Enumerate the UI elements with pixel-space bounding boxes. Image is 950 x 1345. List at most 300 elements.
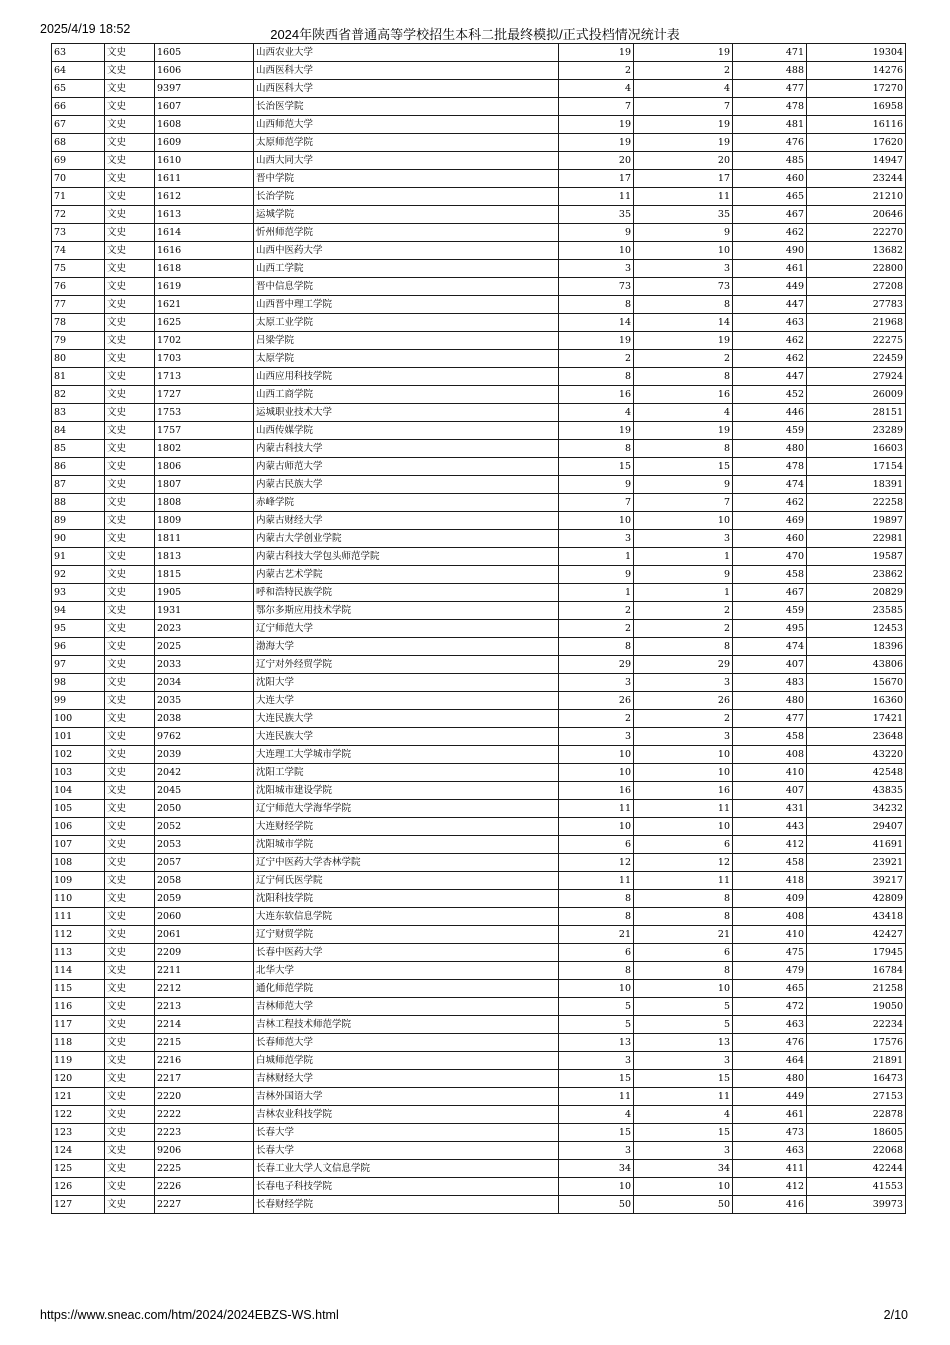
plan-count-cell: 4 <box>559 404 634 422</box>
min-score-cell: 463 <box>733 314 807 332</box>
school-name-cell: 大连民族大学 <box>254 728 559 746</box>
table-row <box>52 440 906 458</box>
row-index-cell: 118 <box>52 1034 105 1052</box>
school-name-cell: 山西师范大学 <box>254 116 559 134</box>
admitted-count-cell: 11 <box>634 1088 733 1106</box>
min-score-cell: 480 <box>733 692 807 710</box>
row-index-cell: 86 <box>52 458 105 476</box>
min-score-cell: 447 <box>733 296 807 314</box>
row-index-cell: 117 <box>52 1016 105 1034</box>
school-name-cell: 通化师范学院 <box>254 980 559 998</box>
school-code-cell: 2222 <box>155 1106 254 1124</box>
row-index-cell: 100 <box>52 710 105 728</box>
table-row <box>52 332 906 350</box>
min-score-cell: 480 <box>733 440 807 458</box>
school-name-cell: 赤峰学院 <box>254 494 559 512</box>
school-code-cell: 1703 <box>155 350 254 368</box>
category-cell: 文史 <box>105 1178 155 1196</box>
admitted-count-cell: 34 <box>634 1160 733 1178</box>
category-cell: 文史 <box>105 782 155 800</box>
table-row <box>52 782 906 800</box>
print-datetime: 2025/4/19 18:52 <box>40 22 131 36</box>
min-rank-cell: 12453 <box>807 620 906 638</box>
row-index-cell: 65 <box>52 80 105 98</box>
plan-count-cell: 21 <box>559 926 634 944</box>
table-row <box>52 872 906 890</box>
min-rank-cell: 14947 <box>807 152 906 170</box>
school-code-cell: 1618 <box>155 260 254 278</box>
admitted-count-cell: 8 <box>634 890 733 908</box>
plan-count-cell: 19 <box>559 116 634 134</box>
min-score-cell: 473 <box>733 1124 807 1142</box>
table-row <box>52 1016 906 1034</box>
school-code-cell: 1811 <box>155 530 254 548</box>
plan-count-cell: 16 <box>559 782 634 800</box>
table-row <box>52 1088 906 1106</box>
category-cell: 文史 <box>105 476 155 494</box>
school-name-cell: 内蒙古科技大学包头师范学院 <box>254 548 559 566</box>
plan-count-cell: 5 <box>559 1016 634 1034</box>
admitted-count-cell: 3 <box>634 1052 733 1070</box>
table-row <box>52 170 906 188</box>
min-score-cell: 458 <box>733 854 807 872</box>
min-rank-cell: 27924 <box>807 368 906 386</box>
min-rank-cell: 17154 <box>807 458 906 476</box>
school-name-cell: 山西医科大学 <box>254 62 559 80</box>
table-row <box>52 422 906 440</box>
category-cell: 文史 <box>105 44 155 62</box>
row-index-cell: 115 <box>52 980 105 998</box>
admitted-count-cell: 16 <box>634 386 733 404</box>
admitted-count-cell: 15 <box>634 1070 733 1088</box>
min-rank-cell: 21891 <box>807 1052 906 1070</box>
plan-count-cell: 3 <box>559 674 634 692</box>
plan-count-cell: 2 <box>559 710 634 728</box>
row-index-cell: 75 <box>52 260 105 278</box>
plan-count-cell: 11 <box>559 872 634 890</box>
table-row <box>52 152 906 170</box>
plan-count-cell: 10 <box>559 242 634 260</box>
row-index-cell: 98 <box>52 674 105 692</box>
category-cell: 文史 <box>105 836 155 854</box>
table-row <box>52 566 906 584</box>
min-rank-cell: 22270 <box>807 224 906 242</box>
category-cell: 文史 <box>105 404 155 422</box>
admitted-count-cell: 8 <box>634 638 733 656</box>
admitted-count-cell: 4 <box>634 1106 733 1124</box>
plan-count-cell: 3 <box>559 260 634 278</box>
min-score-cell: 474 <box>733 638 807 656</box>
min-rank-cell: 23921 <box>807 854 906 872</box>
plan-count-cell: 4 <box>559 80 634 98</box>
admitted-count-cell: 17 <box>634 170 733 188</box>
row-index-cell: 94 <box>52 602 105 620</box>
school-code-cell: 2061 <box>155 926 254 944</box>
min-score-cell: 488 <box>733 62 807 80</box>
table-row <box>52 260 906 278</box>
min-score-cell: 411 <box>733 1160 807 1178</box>
admitted-count-cell: 12 <box>634 854 733 872</box>
row-index-cell: 113 <box>52 944 105 962</box>
row-index-cell: 114 <box>52 962 105 980</box>
table-row <box>52 944 906 962</box>
min-rank-cell: 17620 <box>807 134 906 152</box>
plan-count-cell: 3 <box>559 530 634 548</box>
category-cell: 文史 <box>105 242 155 260</box>
school-code-cell: 2039 <box>155 746 254 764</box>
category-cell: 文史 <box>105 1034 155 1052</box>
school-code-cell: 9206 <box>155 1142 254 1160</box>
school-code-cell: 1713 <box>155 368 254 386</box>
min-rank-cell: 43418 <box>807 908 906 926</box>
category-cell: 文史 <box>105 890 155 908</box>
plan-count-cell: 15 <box>559 458 634 476</box>
plan-count-cell: 7 <box>559 494 634 512</box>
row-index-cell: 112 <box>52 926 105 944</box>
school-code-cell: 2226 <box>155 1178 254 1196</box>
min-rank-cell: 13682 <box>807 242 906 260</box>
plan-count-cell: 8 <box>559 368 634 386</box>
table-body <box>52 44 906 1214</box>
min-score-cell: 476 <box>733 1034 807 1052</box>
school-name-cell: 北华大学 <box>254 962 559 980</box>
school-code-cell: 1610 <box>155 152 254 170</box>
min-score-cell: 410 <box>733 764 807 782</box>
plan-count-cell: 19 <box>559 422 634 440</box>
min-rank-cell: 23244 <box>807 170 906 188</box>
min-rank-cell: 19050 <box>807 998 906 1016</box>
school-code-cell: 2042 <box>155 764 254 782</box>
category-cell: 文史 <box>105 422 155 440</box>
table-row <box>52 1124 906 1142</box>
min-score-cell: 476 <box>733 134 807 152</box>
category-cell: 文史 <box>105 278 155 296</box>
plan-count-cell: 10 <box>559 512 634 530</box>
table-row <box>52 908 906 926</box>
row-index-cell: 80 <box>52 350 105 368</box>
min-rank-cell: 28151 <box>807 404 906 422</box>
category-cell: 文史 <box>105 1052 155 1070</box>
admitted-count-cell: 5 <box>634 1016 733 1034</box>
row-index-cell: 76 <box>52 278 105 296</box>
min-rank-cell: 16116 <box>807 116 906 134</box>
school-code-cell: 2038 <box>155 710 254 728</box>
school-name-cell: 山西医科大学 <box>254 80 559 98</box>
admitted-count-cell: 20 <box>634 152 733 170</box>
category-cell: 文史 <box>105 368 155 386</box>
school-name-cell: 内蒙古民族大学 <box>254 476 559 494</box>
table-row <box>52 368 906 386</box>
min-rank-cell: 18391 <box>807 476 906 494</box>
plan-count-cell: 10 <box>559 818 634 836</box>
admitted-count-cell: 15 <box>634 458 733 476</box>
min-rank-cell: 17421 <box>807 710 906 728</box>
min-rank-cell: 22459 <box>807 350 906 368</box>
admitted-count-cell: 8 <box>634 908 733 926</box>
min-rank-cell: 23648 <box>807 728 906 746</box>
plan-count-cell: 15 <box>559 1124 634 1142</box>
plan-count-cell: 10 <box>559 764 634 782</box>
school-code-cell: 2033 <box>155 656 254 674</box>
school-code-cell: 2223 <box>155 1124 254 1142</box>
table-row <box>52 854 906 872</box>
school-name-cell: 沈阳城市学院 <box>254 836 559 854</box>
min-score-cell: 481 <box>733 116 807 134</box>
school-name-cell: 鄂尔多斯应用技术学院 <box>254 602 559 620</box>
table-row <box>52 1052 906 1070</box>
admitted-count-cell: 19 <box>634 134 733 152</box>
category-cell: 文史 <box>105 638 155 656</box>
row-index-cell: 109 <box>52 872 105 890</box>
school-name-cell: 渤海大学 <box>254 638 559 656</box>
category-cell: 文史 <box>105 314 155 332</box>
min-rank-cell: 41553 <box>807 1178 906 1196</box>
school-code-cell: 2023 <box>155 620 254 638</box>
school-name-cell: 白城师范学院 <box>254 1052 559 1070</box>
admitted-count-cell: 35 <box>634 206 733 224</box>
plan-count-cell: 7 <box>559 98 634 116</box>
table-row <box>52 602 906 620</box>
school-name-cell: 沈阳工学院 <box>254 764 559 782</box>
min-rank-cell: 18605 <box>807 1124 906 1142</box>
min-rank-cell: 42427 <box>807 926 906 944</box>
school-code-cell: 2227 <box>155 1196 254 1214</box>
min-score-cell: 461 <box>733 1106 807 1124</box>
school-name-cell: 长春财经学院 <box>254 1196 559 1214</box>
min-rank-cell: 27153 <box>807 1088 906 1106</box>
table-row <box>52 296 906 314</box>
min-score-cell: 474 <box>733 476 807 494</box>
min-score-cell: 463 <box>733 1142 807 1160</box>
table-row <box>52 98 906 116</box>
min-rank-cell: 41691 <box>807 836 906 854</box>
row-index-cell: 85 <box>52 440 105 458</box>
row-index-cell: 67 <box>52 116 105 134</box>
plan-count-cell: 6 <box>559 836 634 854</box>
category-cell: 文史 <box>105 908 155 926</box>
school-name-cell: 运城学院 <box>254 206 559 224</box>
school-code-cell: 2225 <box>155 1160 254 1178</box>
plan-count-cell: 10 <box>559 746 634 764</box>
category-cell: 文史 <box>105 134 155 152</box>
admitted-count-cell: 29 <box>634 656 733 674</box>
school-code-cell: 1608 <box>155 116 254 134</box>
min-rank-cell: 16360 <box>807 692 906 710</box>
school-name-cell: 长治医学院 <box>254 98 559 116</box>
row-index-cell: 110 <box>52 890 105 908</box>
admitted-count-cell: 4 <box>634 404 733 422</box>
table-row <box>52 1160 906 1178</box>
table-row <box>52 746 906 764</box>
school-code-cell: 2053 <box>155 836 254 854</box>
row-index-cell: 93 <box>52 584 105 602</box>
school-name-cell: 长春师范大学 <box>254 1034 559 1052</box>
row-index-cell: 72 <box>52 206 105 224</box>
row-index-cell: 70 <box>52 170 105 188</box>
admitted-count-cell: 6 <box>634 944 733 962</box>
table-row <box>52 206 906 224</box>
row-index-cell: 96 <box>52 638 105 656</box>
school-name-cell: 辽宁财贸学院 <box>254 926 559 944</box>
table-row <box>52 836 906 854</box>
admitted-count-cell: 19 <box>634 44 733 62</box>
school-name-cell: 辽宁何氏医学院 <box>254 872 559 890</box>
min-score-cell: 465 <box>733 980 807 998</box>
row-index-cell: 104 <box>52 782 105 800</box>
min-rank-cell: 43835 <box>807 782 906 800</box>
admitted-count-cell: 7 <box>634 494 733 512</box>
min-score-cell: 467 <box>733 584 807 602</box>
category-cell: 文史 <box>105 260 155 278</box>
admitted-count-cell: 10 <box>634 980 733 998</box>
category-cell: 文史 <box>105 188 155 206</box>
table-row <box>52 584 906 602</box>
min-score-cell: 465 <box>733 188 807 206</box>
category-cell: 文史 <box>105 62 155 80</box>
min-score-cell: 472 <box>733 998 807 1016</box>
row-index-cell: 63 <box>52 44 105 62</box>
min-rank-cell: 20646 <box>807 206 906 224</box>
category-cell: 文史 <box>105 206 155 224</box>
min-score-cell: 469 <box>733 512 807 530</box>
admitted-count-cell: 13 <box>634 1034 733 1052</box>
admitted-count-cell: 14 <box>634 314 733 332</box>
row-index-cell: 82 <box>52 386 105 404</box>
school-name-cell: 吉林工程技术师范学院 <box>254 1016 559 1034</box>
school-code-cell: 2034 <box>155 674 254 692</box>
plan-count-cell: 11 <box>559 188 634 206</box>
school-name-cell: 大连民族大学 <box>254 710 559 728</box>
min-rank-cell: 15670 <box>807 674 906 692</box>
school-name-cell: 辽宁对外经贸学院 <box>254 656 559 674</box>
school-name-cell: 吉林外国语大学 <box>254 1088 559 1106</box>
table-row <box>52 962 906 980</box>
table-row <box>52 656 906 674</box>
category-cell: 文史 <box>105 854 155 872</box>
school-code-cell: 1931 <box>155 602 254 620</box>
row-index-cell: 123 <box>52 1124 105 1142</box>
row-index-cell: 79 <box>52 332 105 350</box>
admitted-count-cell: 73 <box>634 278 733 296</box>
min-score-cell: 463 <box>733 1016 807 1034</box>
min-score-cell: 447 <box>733 368 807 386</box>
table-row <box>52 548 906 566</box>
plan-count-cell: 12 <box>559 854 634 872</box>
min-rank-cell: 42244 <box>807 1160 906 1178</box>
school-name-cell: 内蒙古艺术学院 <box>254 566 559 584</box>
school-name-cell: 长春工业大学人文信息学院 <box>254 1160 559 1178</box>
category-cell: 文史 <box>105 1142 155 1160</box>
category-cell: 文史 <box>105 800 155 818</box>
admitted-count-cell: 11 <box>634 872 733 890</box>
category-cell: 文史 <box>105 1016 155 1034</box>
min-rank-cell: 34232 <box>807 800 906 818</box>
table-row <box>52 1034 906 1052</box>
min-rank-cell: 22068 <box>807 1142 906 1160</box>
school-code-cell: 2214 <box>155 1016 254 1034</box>
plan-count-cell: 9 <box>559 476 634 494</box>
min-rank-cell: 17945 <box>807 944 906 962</box>
school-code-cell: 1606 <box>155 62 254 80</box>
row-index-cell: 88 <box>52 494 105 512</box>
min-score-cell: 470 <box>733 548 807 566</box>
min-rank-cell: 22258 <box>807 494 906 512</box>
school-code-cell: 1621 <box>155 296 254 314</box>
category-cell: 文史 <box>105 872 155 890</box>
category-cell: 文史 <box>105 80 155 98</box>
plan-count-cell: 8 <box>559 440 634 458</box>
school-name-cell: 太原工业学院 <box>254 314 559 332</box>
admitted-count-cell: 3 <box>634 674 733 692</box>
admitted-count-cell: 10 <box>634 764 733 782</box>
min-score-cell: 480 <box>733 1070 807 1088</box>
category-cell: 文史 <box>105 620 155 638</box>
category-cell: 文史 <box>105 1196 155 1214</box>
admitted-count-cell: 19 <box>634 422 733 440</box>
category-cell: 文史 <box>105 116 155 134</box>
plan-count-cell: 2 <box>559 62 634 80</box>
category-cell: 文史 <box>105 296 155 314</box>
min-score-cell: 446 <box>733 404 807 422</box>
admitted-count-cell: 2 <box>634 350 733 368</box>
school-code-cell: 2209 <box>155 944 254 962</box>
min-rank-cell: 22800 <box>807 260 906 278</box>
plan-count-cell: 11 <box>559 1088 634 1106</box>
admitted-count-cell: 3 <box>634 260 733 278</box>
min-rank-cell: 17576 <box>807 1034 906 1052</box>
table-row <box>52 278 906 296</box>
min-score-cell: 461 <box>733 260 807 278</box>
table-row <box>52 62 906 80</box>
school-name-cell: 大连大学 <box>254 692 559 710</box>
school-name-cell: 辽宁师范大学 <box>254 620 559 638</box>
plan-count-cell: 29 <box>559 656 634 674</box>
min-rank-cell: 39973 <box>807 1196 906 1214</box>
school-name-cell: 长春电子科技学院 <box>254 1178 559 1196</box>
min-rank-cell: 22981 <box>807 530 906 548</box>
category-cell: 文史 <box>105 440 155 458</box>
school-code-cell: 1611 <box>155 170 254 188</box>
table-row <box>52 1070 906 1088</box>
min-score-cell: 431 <box>733 800 807 818</box>
min-score-cell: 452 <box>733 386 807 404</box>
admitted-count-cell: 1 <box>634 548 733 566</box>
admitted-count-cell: 5 <box>634 998 733 1016</box>
school-name-cell: 山西中医药大学 <box>254 242 559 260</box>
min-score-cell: 408 <box>733 746 807 764</box>
category-cell: 文史 <box>105 1070 155 1088</box>
school-code-cell: 1806 <box>155 458 254 476</box>
min-rank-cell: 21968 <box>807 314 906 332</box>
row-index-cell: 125 <box>52 1160 105 1178</box>
school-code-cell: 1809 <box>155 512 254 530</box>
category-cell: 文史 <box>105 944 155 962</box>
min-rank-cell: 42809 <box>807 890 906 908</box>
school-code-cell: 1614 <box>155 224 254 242</box>
admitted-count-cell: 8 <box>634 440 733 458</box>
school-code-cell: 1807 <box>155 476 254 494</box>
school-code-cell: 1612 <box>155 188 254 206</box>
school-name-cell: 晋中信息学院 <box>254 278 559 296</box>
school-code-cell: 2211 <box>155 962 254 980</box>
min-rank-cell: 43806 <box>807 656 906 674</box>
admitted-count-cell: 19 <box>634 116 733 134</box>
table-row <box>52 980 906 998</box>
table-row <box>52 692 906 710</box>
category-cell: 文史 <box>105 926 155 944</box>
category-cell: 文史 <box>105 962 155 980</box>
school-code-cell: 2215 <box>155 1034 254 1052</box>
